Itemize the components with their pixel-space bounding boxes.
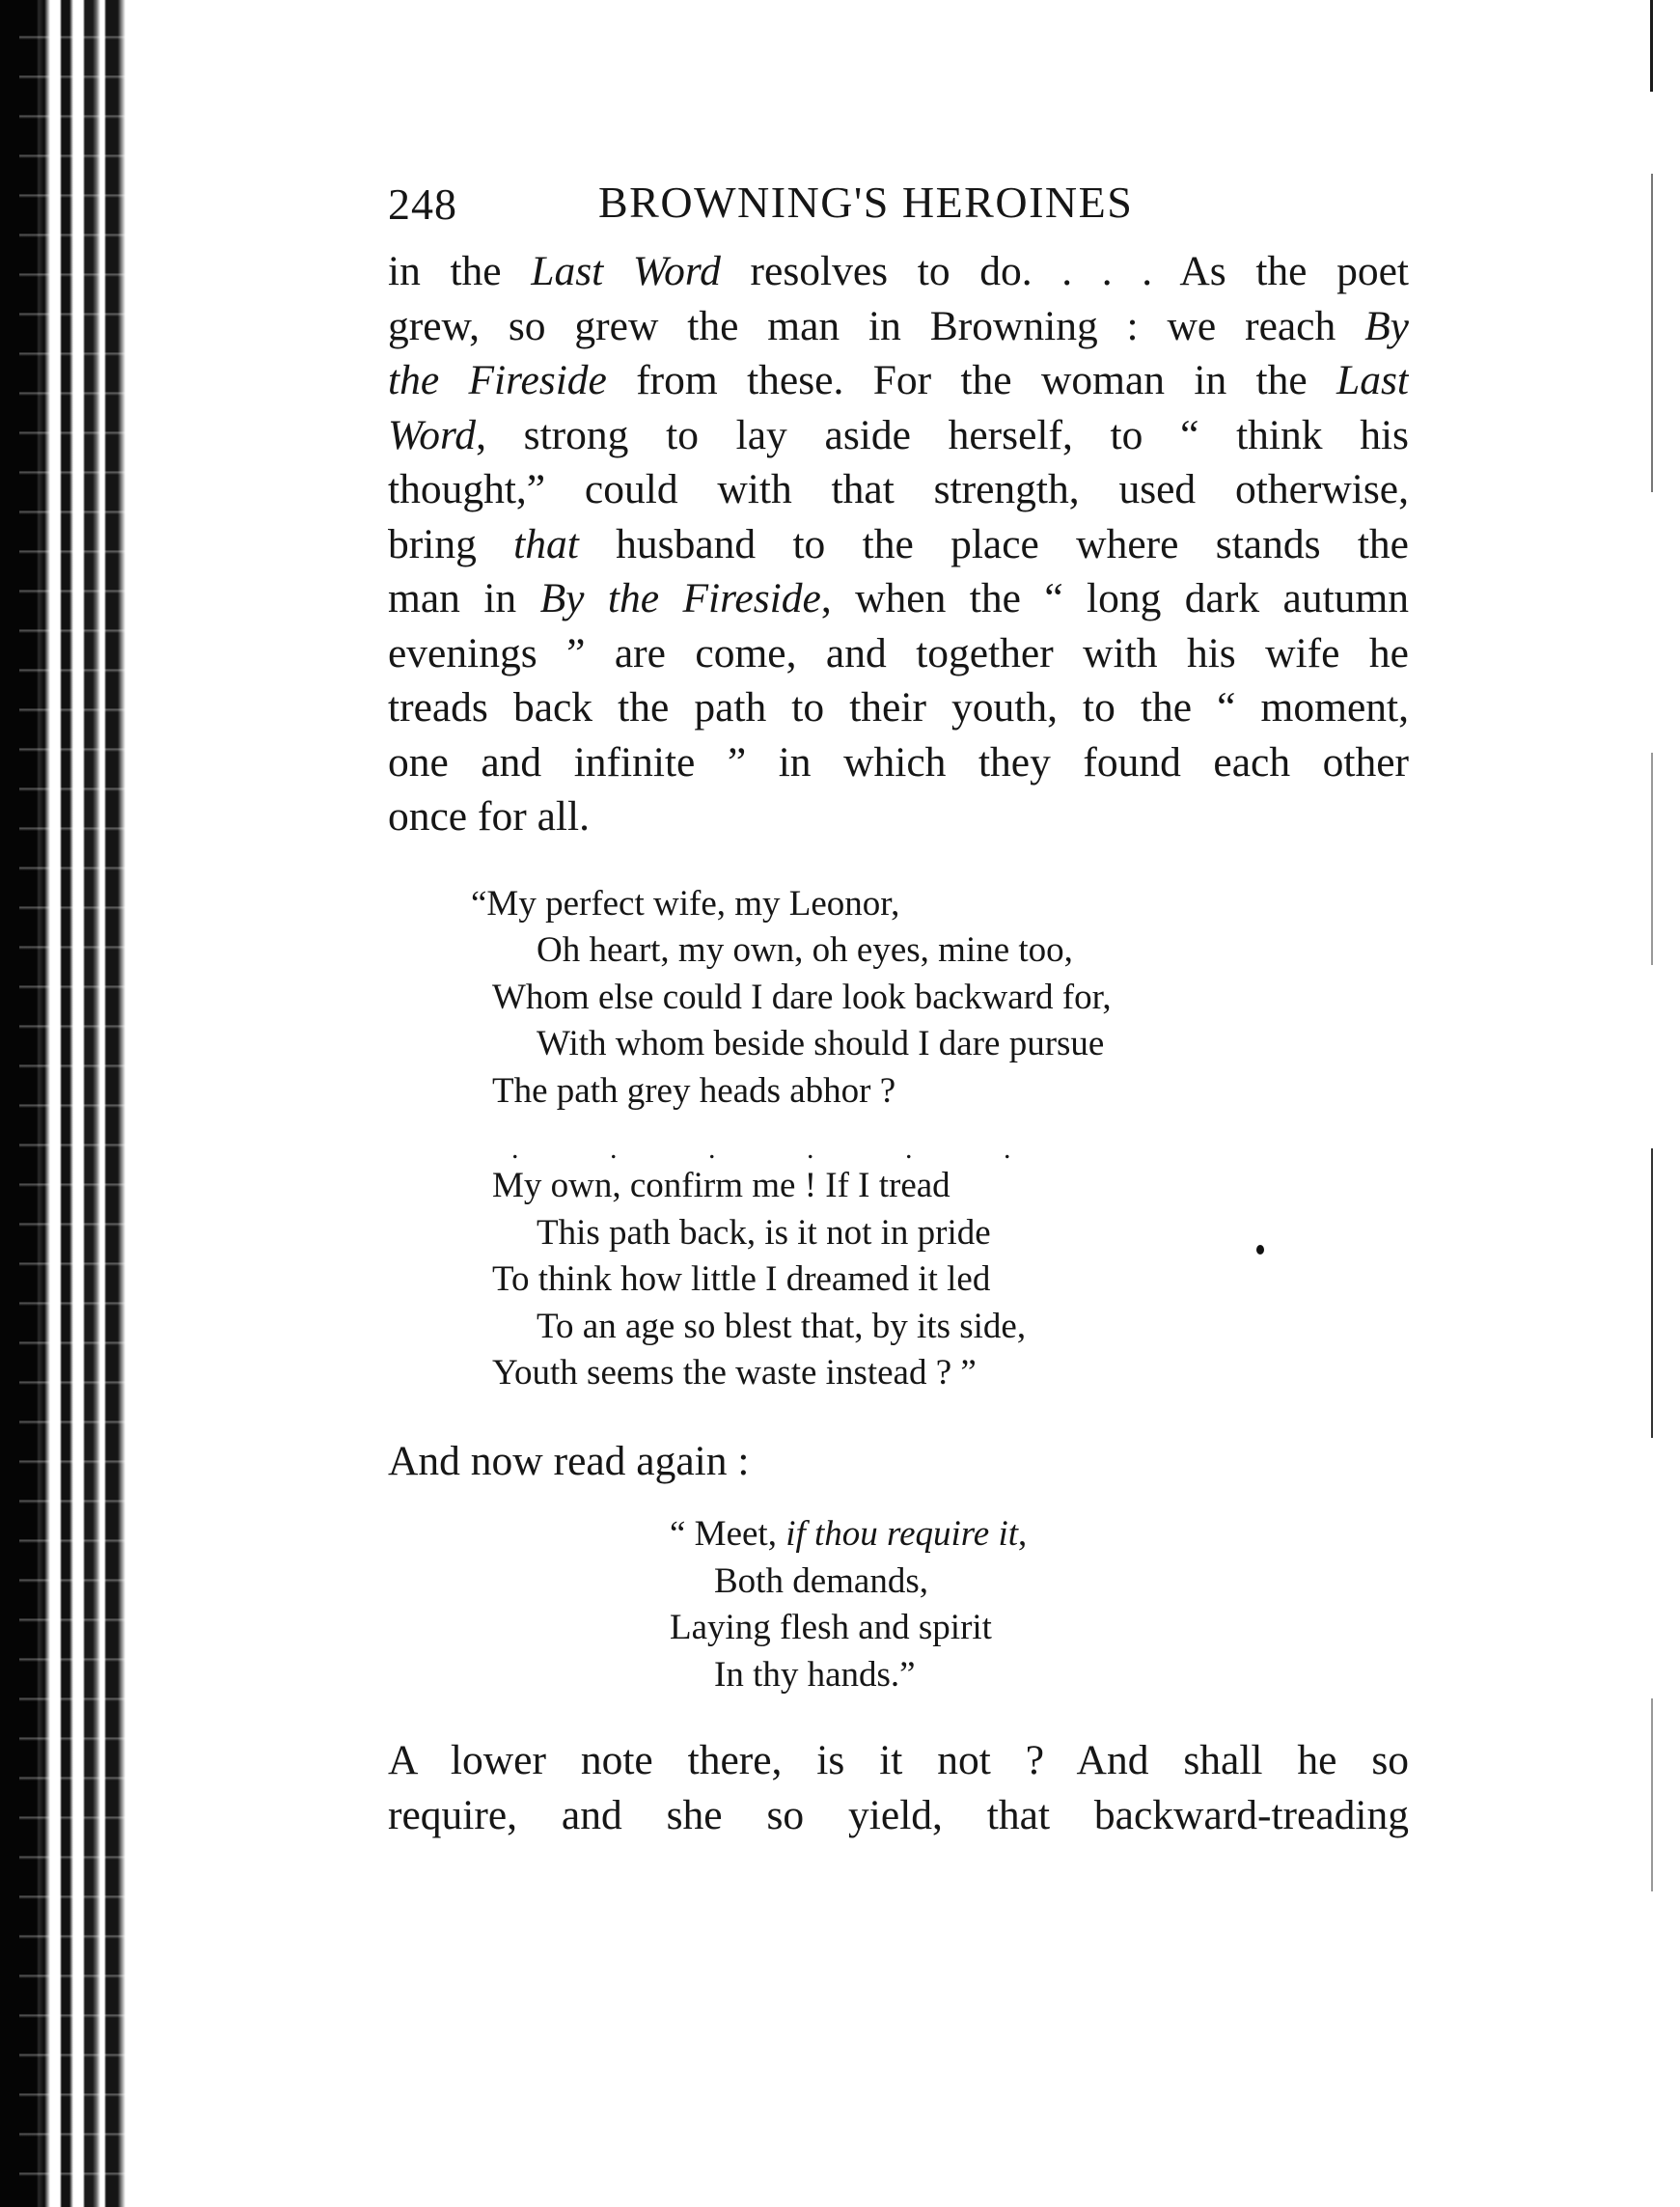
paragraph-1 [388, 244, 1409, 844]
verse-line: To think how little I dreamed it led [492, 1259, 991, 1299]
verse-line: To an age so blest that, by its side, [537, 1306, 1027, 1346]
paragraph-1-line: treads back the path to their youth, to the “ moment, [388, 684, 1409, 731]
running-title: BROWNING'S HEROINES [598, 178, 1134, 227]
verse-quote-by-the-fireside [471, 881, 1409, 1397]
verse-line: “My perfect wife, my Leonor, [471, 883, 900, 924]
verse-line: Laying flesh and spirit [670, 1608, 992, 1647]
verse-stanza-2 [492, 1163, 1409, 1397]
ellipsis-dot: . [905, 1133, 913, 1165]
verse-line: Both demands, [714, 1560, 928, 1601]
paragraph-1-line: one and infinite ” in which they found each other [388, 738, 1409, 786]
verse-line: With whom beside should I dare pursue [537, 1024, 1105, 1063]
paragraph-1-line: Word, strong to lay aside herself, to “ think his [388, 411, 1409, 458]
verse-line: In thy hands.” [714, 1654, 916, 1695]
right-edge-artifact [1651, 753, 1653, 965]
verse-quote-2 [670, 1511, 1409, 1698]
verse-line: Whom else could I dare look backward for, [492, 977, 1112, 1017]
running-head [388, 169, 1409, 236]
verse-line: This path back, is it not in pride [537, 1212, 991, 1253]
paragraph-2-line: require, and she so yield, that backward-treading [388, 1791, 1409, 1838]
verse-line: “ Meet, if thou require it, [670, 1514, 1028, 1554]
ellipsis-dot: . [511, 1133, 519, 1165]
verse-line: My own, confirm me ! If I tread [492, 1166, 950, 1205]
paragraph-1-line: man in By the Fireside, when the “ long dark autumn [388, 575, 1409, 621]
verse-line: Youth seems the waste instead ? ” [492, 1353, 977, 1393]
paragraph-2-line: A lower note there, is it not ? And shall he so [388, 1737, 1409, 1783]
right-edge-artifact [1651, 1148, 1653, 1438]
lead-in-text: And now read again : [388, 1437, 750, 1484]
page-number: 248 [388, 179, 457, 229]
ellipsis-dot: . [610, 1133, 618, 1165]
book-page [388, 169, 1409, 1842]
paragraph-1-line: evenings ” are come, and together with his wife he [388, 629, 1409, 676]
ellipsis-dot: . [1004, 1133, 1011, 1165]
paragraph-1-line: the Fireside from these. For the woman in the Last [388, 357, 1409, 403]
paragraph-1-line: bring that husband to the place where stands the [388, 520, 1409, 567]
ellipsis-dot: . [708, 1133, 716, 1165]
paragraph-1-line: once for all. [388, 793, 590, 840]
right-edge-artifact [1651, 174, 1653, 492]
right-edge-artifact [1650, 0, 1653, 92]
paragraph-1-line: in the Last Word resolves to do. . . . As the poet [388, 248, 1409, 294]
scan-speck [1256, 1245, 1264, 1255]
verse-line: The path grey heads abhor ? [492, 1070, 896, 1111]
paragraph-2 [388, 1733, 1409, 1842]
paragraph-1-line: thought,” could with that strength, used otherwise, [388, 466, 1409, 512]
paragraph-1-line: grew, so grew the man in Browning : we reach By [388, 302, 1409, 349]
right-edge-artifact [1651, 1698, 1653, 1891]
ellipsis-dots [492, 1115, 1409, 1163]
verse-line: Oh heart, my own, oh eyes, mine too, [537, 930, 1073, 970]
verse-stanza-1 [471, 881, 1409, 1116]
ellipsis-dot: . [807, 1133, 814, 1165]
binding-scan-noise [19, 0, 125, 2207]
